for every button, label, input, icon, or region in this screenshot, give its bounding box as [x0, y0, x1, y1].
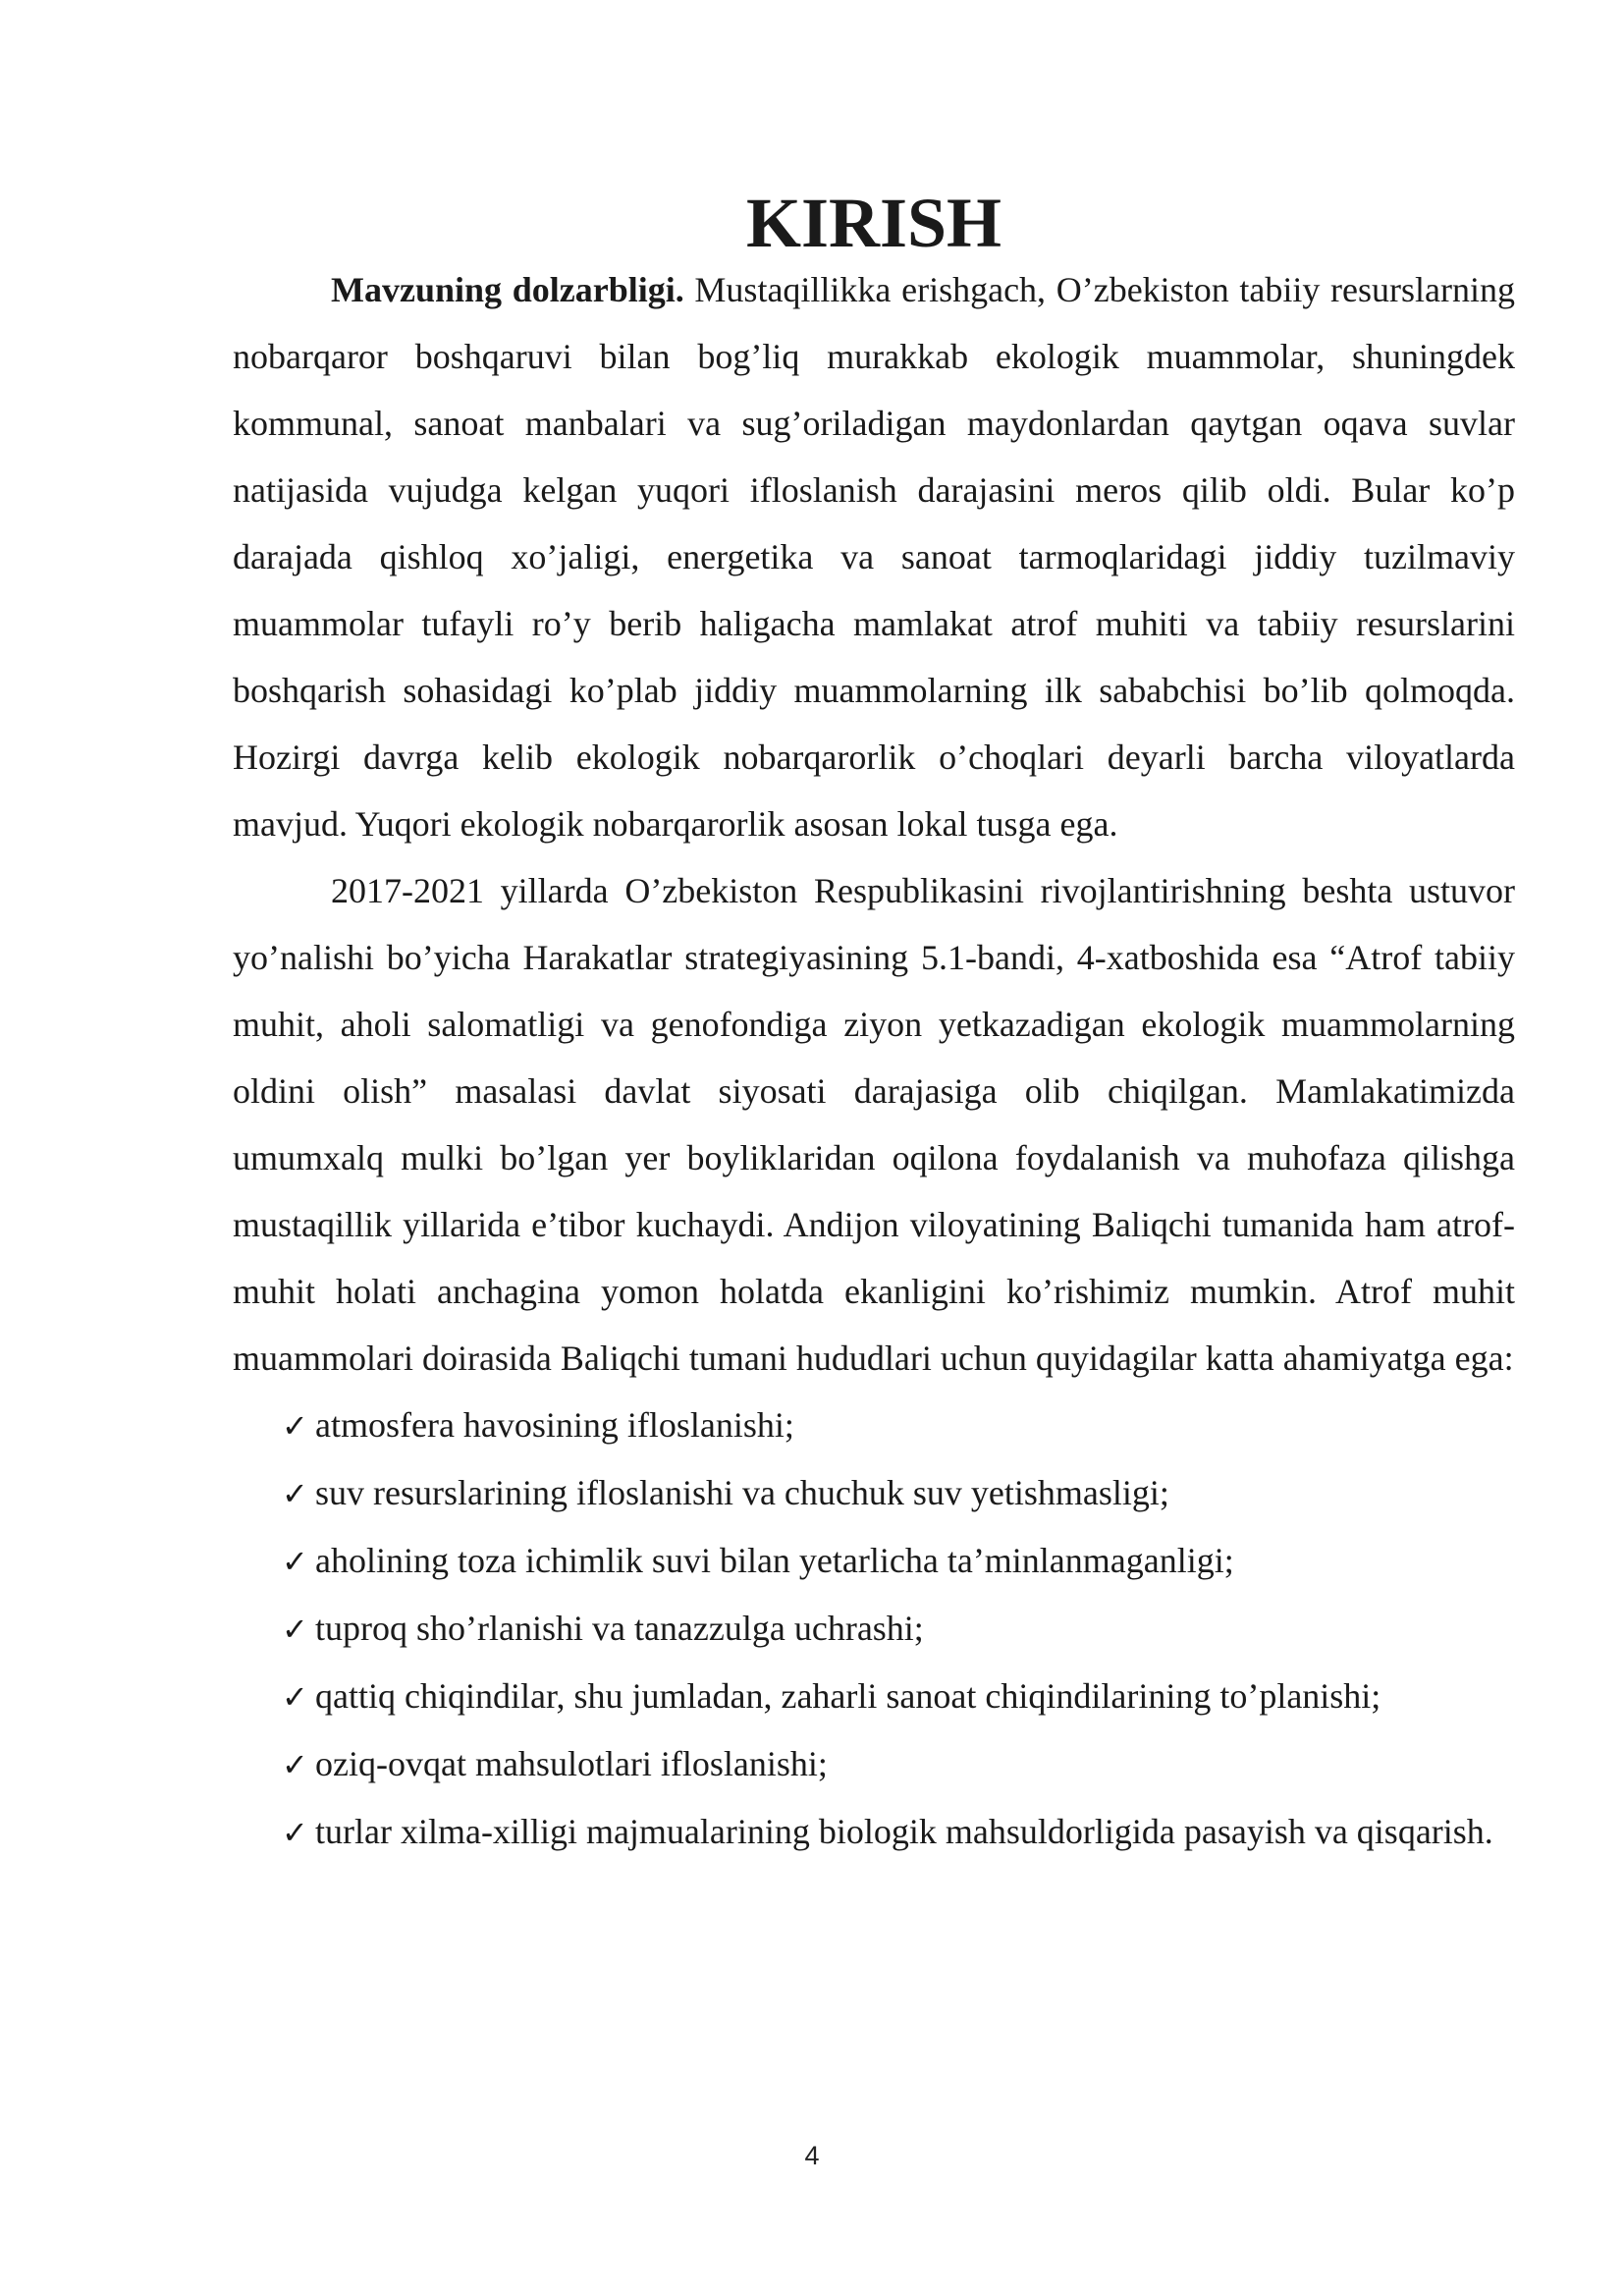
list-item-text: turlar xilma-xilligi majmualarining biologik mahsuldorligida pasayish va qisqarish. [315, 1812, 1493, 1851]
list-item-text: atmosfera havosining ifloslanishi; [315, 1405, 794, 1445]
checkmark-icon: ✓ [282, 1475, 308, 1512]
page-number: 4 [804, 2141, 820, 2170]
list-item [233, 1392, 1515, 1459]
list-item-text: tuproq sho’rlanishi va tanazzulga uchrashi; [315, 1609, 924, 1648]
list-item [233, 1527, 1515, 1595]
section-title: KIRISH [745, 184, 1002, 262]
paragraph-relevance-text: Mustaqillikka erishgach, O’zbekiston tabiiy resurslarning nobarqaror boshqaruvi bilan bog’liq murakkab ekologik muammolar, shuningdek kommunal, sanoat manbalari va sug’oriladigan maydonlardan qaytgan oqava suvlar natijasida vujudga kelgan yuqori ifloslanish darajasini meros qilib oldi. Bular ko’p darajada qishloq xo’jaligi, energetika va sanoat tarmoqlaridagi jiddiy tuzilmaviy muammolar tufayli ro’y berib haligacha mamlakat atrof muhiti va tabiiy resurslarini boshqarish sohasidagi ko’plab jiddiy muammolarning ilk sababchisi bo’lib qolmoqda. Hozirgi davrga kelib ekologik nobarqarorlik o’choqlari deyarli barcha viloyatlarda mavjud. Yuqori ekologik nobarqarorlik asosan lokal tusga ega. [233, 270, 1516, 844]
list-item [233, 1798, 1515, 1866]
checkmark-icon: ✓ [282, 1407, 308, 1445]
relevance-heading: Mavzuning dolzarbligi. [331, 270, 684, 309]
list-item-text: qattiq chiqindilar, shu jumladan, zaharli sanoat chiqindilarining to’planishi; [315, 1676, 1381, 1716]
paragraph-strategy: 2017-2021 yillarda O’zbekiston Respublikasini rivojlantirishning beshta ustuvor yo’nalishi bo’yicha Harakatlar strategiyasining 5.1-bandi, 4-xatboshida esa “Atrof tabiiy muhit, aholi salomatligi va genofondiga ziyon yetkazadigan ekologik muammolarning oldini olish” masalasi davlat siyosati darajasiga olib chiqilgan. Mamlakatimizda umumxalq mulki bo’lgan yer boyliklaridan oqilona foydalanish va muhofaza qilishga mustaqillik yillarida e’tibor kuchaydi. Andijon viloyatining Baliqchi tumanida ham atrof-muhit holati anchagina yomon holatda ekanligini ko’rishimiz mumkin. Atrof muhit muammolari doirasida Baliqchi tumani hududlari uchun quyidagilar katta ahamiyatga ega: [233, 871, 1515, 1378]
list-item-text: aholining toza ichimlik suvi bilan yetarlicha ta’minlanmaganligi; [315, 1541, 1234, 1580]
checkmark-icon: ✓ [282, 1611, 308, 1648]
paragraph-relevance [233, 256, 1515, 857]
checkmark-icon: ✓ [282, 1678, 308, 1716]
checkmark-icon: ✓ [282, 1746, 308, 1783]
list-item-text: oziq-ovqat mahsulotlari ifloslanishi; [315, 1744, 828, 1783]
list-item [233, 1459, 1515, 1527]
checkmark-icon: ✓ [282, 1543, 308, 1580]
list-item [233, 1730, 1515, 1798]
document-body [233, 184, 1516, 1866]
issues-list [233, 1392, 1515, 1866]
list-item [233, 1663, 1515, 1730]
checkmark-icon: ✓ [282, 1814, 308, 1851]
list-item [233, 1595, 1515, 1663]
list-item-text: suv resurslarining ifloslanishi va chuchuk suv yetishmasligi; [315, 1473, 1169, 1512]
